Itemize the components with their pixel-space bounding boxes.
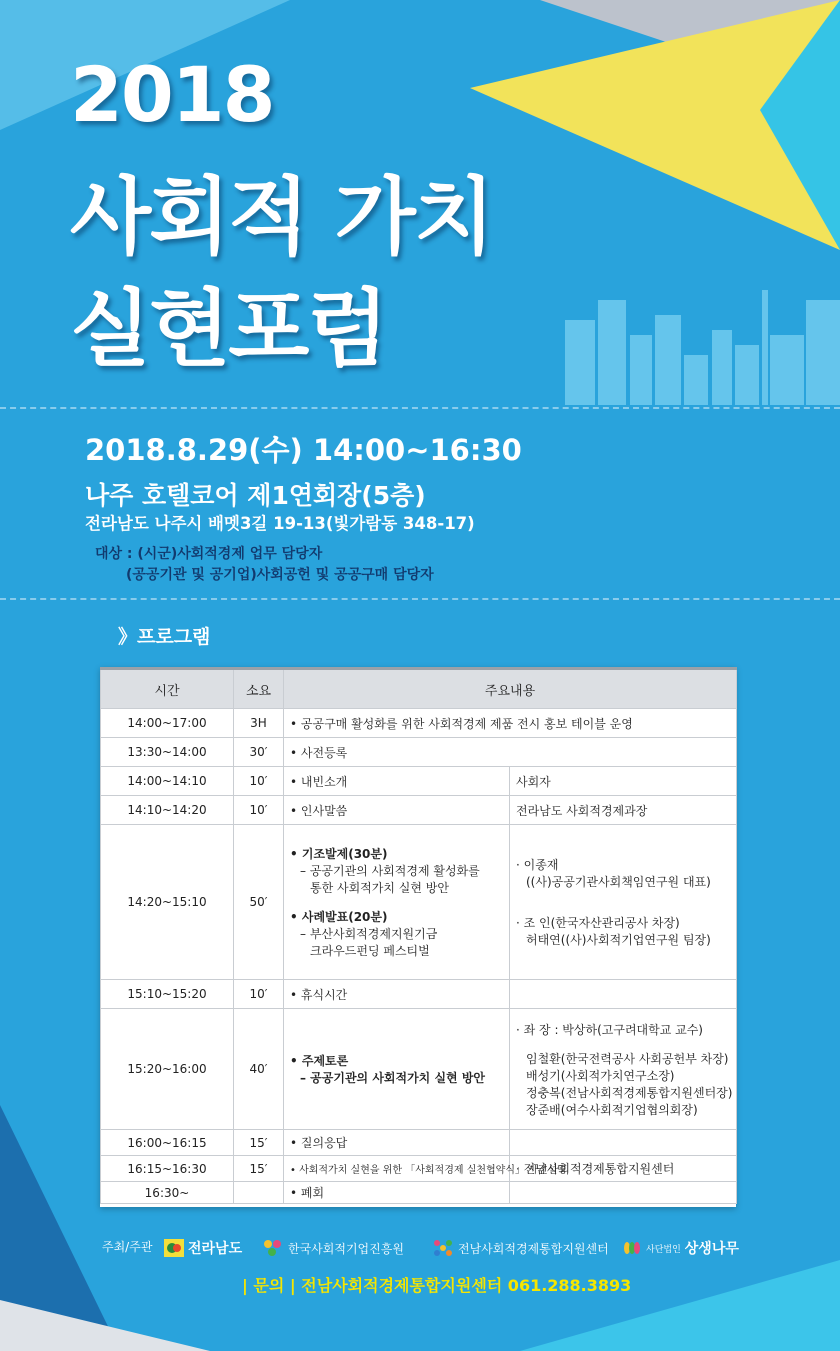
- table-row: [101, 709, 737, 738]
- table-row: [101, 825, 737, 980]
- org-kosea-name: 한국사회적기업진흥원: [288, 1241, 404, 1256]
- forum-panel-1: 임철환(한국전력공사 사회공헌부 차장): [526, 1051, 729, 1066]
- case-line-1: – 부산사회적경제지원기금: [300, 927, 438, 941]
- row-content: • 사전등록: [284, 738, 737, 767]
- row-duration: 15′: [234, 1156, 284, 1182]
- row-content: • 공공구매 활성화를 위한 사회적경제 제품 전시 홍보 테이블 운영: [284, 709, 737, 738]
- row-duration: [234, 1182, 284, 1204]
- event-venue: 나주 호텔코어 제1연회장(5층): [85, 481, 426, 510]
- org-jeonnam-name: 전라남도: [188, 1241, 243, 1257]
- row-content: [284, 825, 510, 980]
- keynote-line-2: 통한 사회적가치 실현 방안: [310, 881, 449, 895]
- row-note: [510, 980, 737, 1009]
- forum-chair: · 좌 장 : 박상하(고구려대학교 교수): [516, 1022, 703, 1037]
- row-time: 16:15~16:30: [101, 1156, 234, 1182]
- row-note: [510, 1182, 737, 1204]
- target-audience-2: (공공기관 및 공기업)사회공헌 및 공공구매 담당자: [126, 567, 434, 583]
- table-row: [101, 796, 737, 825]
- org-kosea: [262, 1238, 404, 1258]
- org-sangsaeng: [622, 1238, 739, 1258]
- row-note: 전라남도 사회적경제과장: [510, 796, 737, 825]
- jeonnam-logo-icon: [164, 1239, 184, 1257]
- org-sangsaeng-name: 상생나무: [684, 1241, 739, 1257]
- host-label: 주최/주관: [102, 1240, 153, 1254]
- row-time: 13:30~14:00: [101, 738, 234, 767]
- row-duration: 10′: [234, 767, 284, 796]
- speaker-2-line-1: · 조 인(한국자산관리공사 차장): [516, 916, 680, 930]
- forum-title: • 주제토론: [290, 1054, 349, 1068]
- row-time: 14:00~17:00: [101, 709, 234, 738]
- program-heading: 》프로그램: [118, 626, 211, 648]
- row-content: • 폐회: [284, 1182, 510, 1204]
- speaker-2-line-2: 허태연((사)사회적기업연구원 팀장): [526, 933, 711, 947]
- forum-panel-2: 배성기(사회적가치연구소장): [526, 1068, 675, 1083]
- row-duration: 30′: [234, 738, 284, 767]
- table-row: [101, 1156, 737, 1182]
- table-row: [101, 980, 737, 1009]
- center-logo-icon: [432, 1238, 454, 1258]
- row-time: 14:10~14:20: [101, 796, 234, 825]
- program-table: [100, 667, 736, 1207]
- row-note: [510, 825, 737, 980]
- row-time: 16:30~: [101, 1182, 234, 1204]
- row-duration: 10′: [234, 796, 284, 825]
- row-content: [284, 1009, 510, 1130]
- header-content: 주요내용: [284, 669, 737, 709]
- bottom-left-grey-triangle: [0, 1300, 210, 1351]
- row-content: • 사회적가치 실현을 위한 「사회적경제 실천협약식」 사전설명: [284, 1156, 510, 1182]
- row-content: • 질의응답: [284, 1130, 510, 1156]
- event-datetime: 2018.8.29(수) 14:00~16:30: [85, 433, 522, 467]
- table-row: [101, 738, 737, 767]
- row-time: 14:20~15:10: [101, 825, 234, 980]
- org-center: [432, 1238, 609, 1258]
- table-row: [101, 1182, 737, 1204]
- footer-hosts: [102, 1238, 752, 1262]
- speaker-1-line-1: · 이종재: [516, 858, 559, 872]
- row-duration: 10′: [234, 980, 284, 1009]
- header-time: 시간: [101, 669, 234, 709]
- row-duration: 40′: [234, 1009, 284, 1130]
- row-note: 사회자: [510, 767, 737, 796]
- org-center-name: 전남사회적경제통합지원센터: [458, 1241, 609, 1256]
- keynote-title: • 기조발제(30분): [290, 847, 388, 861]
- row-note: [510, 1130, 737, 1156]
- keynote-line-1: – 공공기관의 사회적경제 활성화를: [300, 864, 480, 878]
- case-line-2: 크라우드펀딩 페스티벌: [310, 944, 430, 958]
- row-content: • 내빈소개: [284, 767, 510, 796]
- speaker-1-line-2: ((사)공공기관사회책임연구원 대표): [526, 875, 711, 889]
- case-title: • 사례발표(20분): [290, 910, 388, 924]
- divider-bottom: [0, 598, 840, 600]
- city-skyline: [565, 290, 840, 405]
- row-time: 16:00~16:15: [101, 1130, 234, 1156]
- target-audience-1: 대상 : (시군)사회적경제 업무 담당자: [95, 546, 323, 562]
- forum-subtitle: – 공공기관의 사회적가치 실현 방안: [300, 1071, 486, 1085]
- table-header-row: [101, 669, 737, 709]
- table-row: [101, 1009, 737, 1130]
- row-duration: 50′: [234, 825, 284, 980]
- table-row: [101, 767, 737, 796]
- forum-panel-3: 정충복(전남사회적경제통합지원센터장): [526, 1085, 733, 1100]
- table-row: [101, 1130, 737, 1156]
- org-sangsaeng-prefix: 사단법인: [646, 1244, 681, 1255]
- forum-panel-4: 장준배(여수사회적기업협의회장): [526, 1102, 698, 1117]
- divider-top: [0, 407, 840, 409]
- title-line-1: 사회적 가치: [70, 168, 493, 266]
- kosea-logo-icon: [262, 1238, 284, 1258]
- contact-info: | 문의 | 전남사회적경제통합지원센터 061.288.3893: [242, 1276, 632, 1295]
- row-time: 15:20~16:00: [101, 1009, 234, 1130]
- row-note: [510, 1009, 737, 1130]
- row-time: 15:10~15:20: [101, 980, 234, 1009]
- title-line-2: 실현포럼: [70, 280, 387, 378]
- row-time: 14:00~14:10: [101, 767, 234, 796]
- row-content: • 휴식시간: [284, 980, 510, 1009]
- sangsaeng-logo-icon: [622, 1239, 642, 1257]
- row-content: • 인사말씀: [284, 796, 510, 825]
- event-address: 전라남도 나주시 배멧3길 19-13(빛가람동 348-17): [85, 514, 475, 533]
- row-duration: 3H: [234, 709, 284, 738]
- row-note: · 전남사회적경제통합지원센터: [510, 1156, 737, 1182]
- title-year: 2018: [70, 50, 274, 139]
- org-jeonnam: [164, 1238, 242, 1258]
- row-duration: 15′: [234, 1130, 284, 1156]
- header-duration: 소요: [234, 669, 284, 709]
